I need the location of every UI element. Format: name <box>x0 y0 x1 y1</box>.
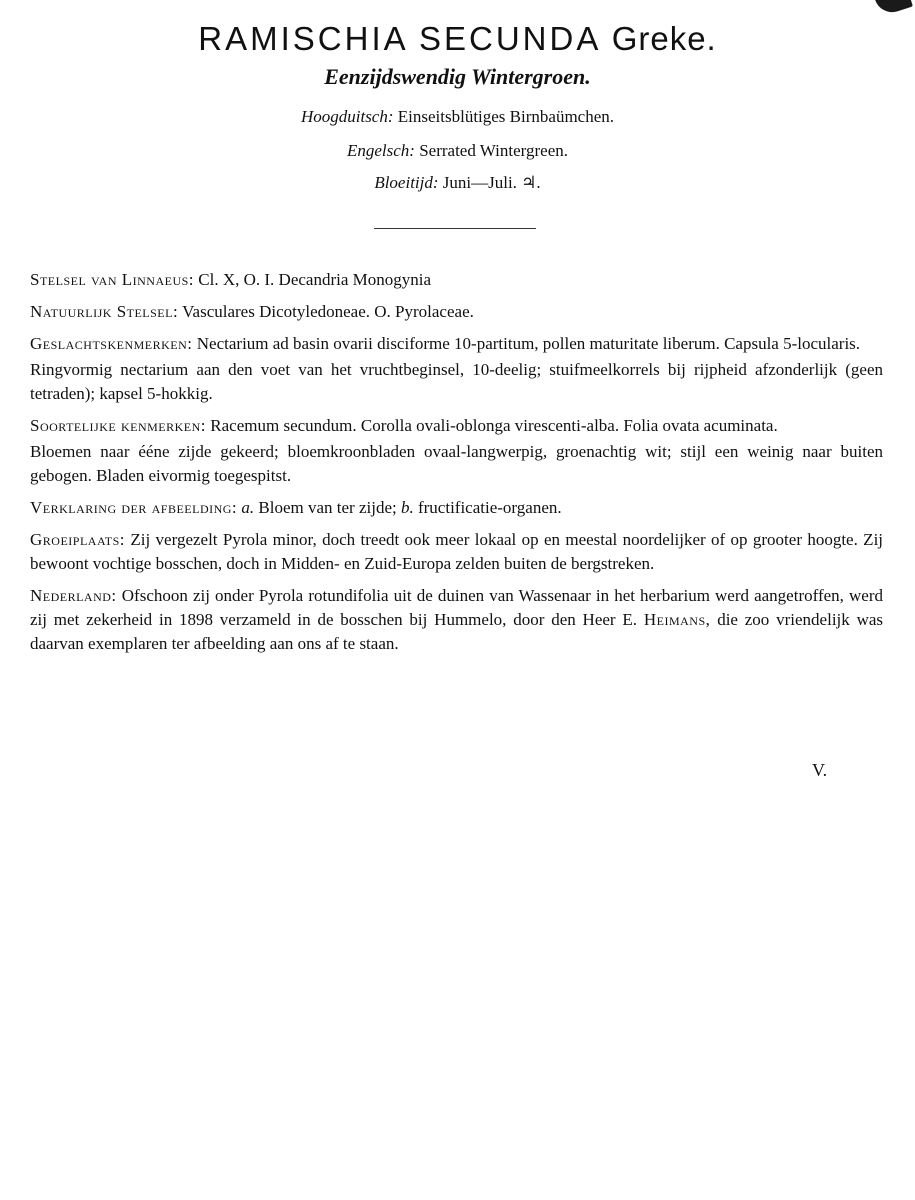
habitat-text: Zij vergezelt Pyrola minor, doch treedt ook meer lokaal op en meestal noordelijker of op grooter hoogte. Zij bewoont vochtige bosschen, doch in Midden- en Zuid-Europa zelden buiten de bergstreken. <box>30 530 884 573</box>
page-title <box>0 20 915 58</box>
figure-explanation-label: Verklaring der afbeelding: <box>30 498 238 517</box>
flowering-time-line <box>0 173 915 193</box>
netherlands-paragraph <box>30 584 883 656</box>
person-name: Heimans, <box>643 610 711 629</box>
species-characters-dutch: Bloemen naar ééne zijde gekeerd; bloemkroonbladen ovaal-langwerpig, groenachtig wit; stijl een weinig naar buiten gebogen. Bladen eivormig toegespitst. <box>30 442 883 485</box>
genus-text-latin: Nectarium ad basin ovarii disciforme 10-partitum, pollen maturitate liberum. Capsula 5-locularis. <box>196 334 861 353</box>
netherlands-text-2: die zoo vriendelijk was daarvan exemplaren ter afbeelding aan ons af te staan. <box>30 610 884 653</box>
natural-system-paragraph <box>30 300 883 324</box>
species-characters-paragraph <box>30 414 883 438</box>
linnaeus-text: Cl. X, O. I. Decandria Monogynia <box>198 270 432 289</box>
english-name-line <box>0 141 915 161</box>
natural-system-text: Vasculares Dicotyledoneae. O. Pyrolaceae. <box>182 302 474 321</box>
genus-characters-paragraph <box>30 332 883 356</box>
figure-key-b: b. <box>400 498 414 517</box>
german-value: Einseitsblütiges Birnbaümchen. <box>397 107 615 126</box>
habitat-paragraph <box>30 528 883 576</box>
figure-key-a-text: Bloem van ter zijde; <box>258 498 397 517</box>
section-divider <box>374 228 536 229</box>
author-signature: V. <box>812 760 828 780</box>
habitat-label: Groeiplaats: <box>30 530 126 549</box>
linnaeus-label: Stelsel van Linnaeus: <box>30 270 195 289</box>
genus-label: Geslachtskenmerken: <box>30 334 193 353</box>
description-body <box>30 268 883 664</box>
linnaeus-system-paragraph <box>30 268 883 292</box>
german-label: Hoogduitsch: <box>300 107 394 126</box>
dutch-common-name: Eenzijdswendig Wintergroen. <box>324 64 591 89</box>
english-label: Engelsch: <box>346 141 415 160</box>
figure-key-a: a. <box>241 498 255 517</box>
flowering-value: Juni—Juli. ♃. <box>442 173 541 192</box>
species-label: Soortelijke kenmerken: <box>30 416 207 435</box>
species-author: Greke. <box>611 20 717 57</box>
german-name-line <box>0 107 915 127</box>
english-value: Serrated Wintergreen. <box>419 141 569 160</box>
figure-key-b-text: fructificatie-organen. <box>417 498 562 517</box>
flowering-label: Bloeitijd: <box>374 173 439 192</box>
species-name: RAMISCHIA SECUNDA <box>198 20 600 57</box>
species-text-latin: Racemum secundum. Corolla ovali-oblonga virescenti-alba. Folia ovata acuminata. <box>210 416 778 435</box>
corner-ink-mark <box>875 0 913 17</box>
figure-explanation-paragraph <box>30 496 883 520</box>
netherlands-label: Nederland: <box>30 586 117 605</box>
natural-system-label: Natuurlijk Stelsel: <box>30 302 179 321</box>
netherlands-text-1: Ofschoon zij onder Pyrola rotundifolia uit de duinen van Wassenaar in het herbarium werd aangetroffen, werd zij met zekerheid in 1898 verzameld in de bosschen bij Hummelo, door den Heer E. <box>30 586 883 629</box>
genus-characters-dutch: Ringvormig nectarium aan den voet van het vruchtbeginsel, 10-deelig; stuifmeelkorrels bij rijpheid afzonderlijk (geen tetraden); kapsel 5-hokkig. <box>30 360 883 403</box>
